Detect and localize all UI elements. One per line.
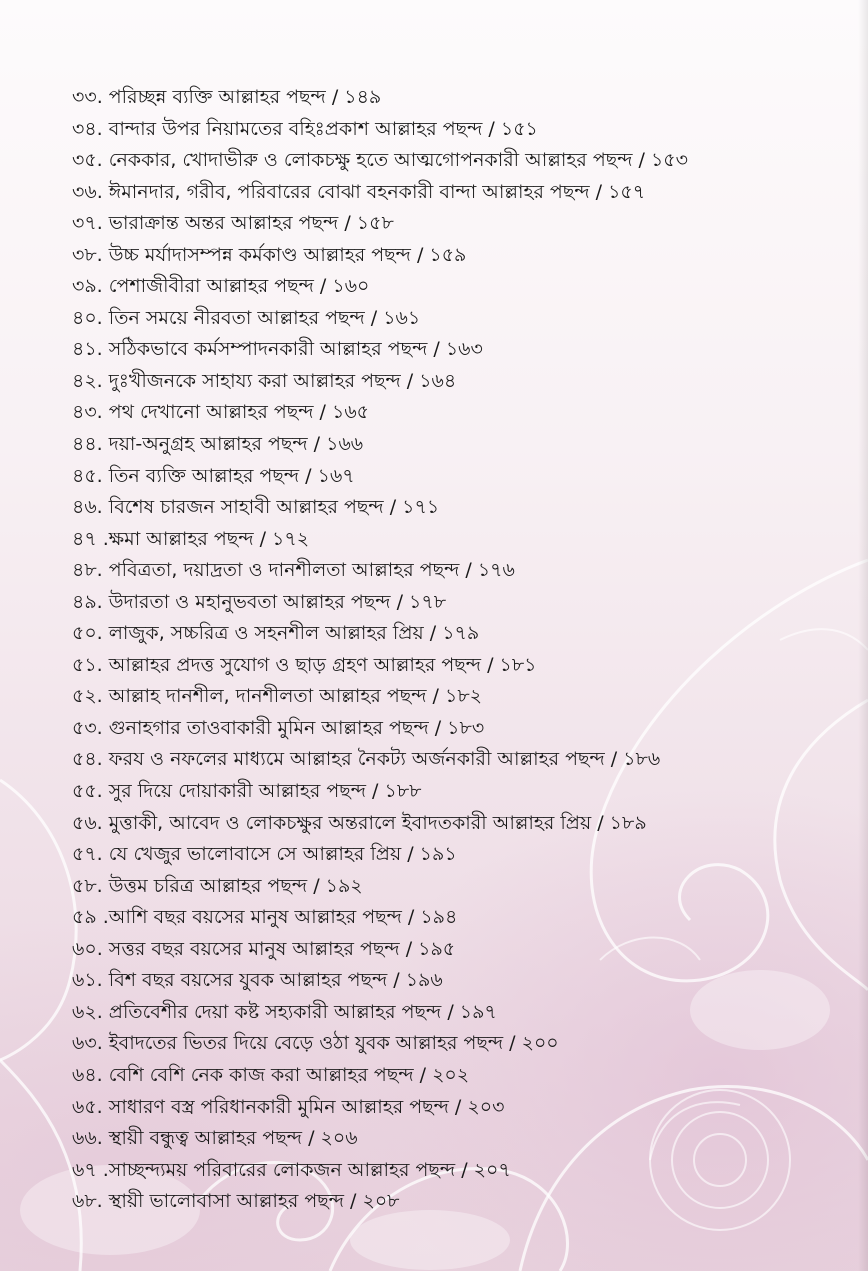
toc-entry: ৫৮. উত্তম চরিত্র আল্লাহর পছন্দ / ১৯২ <box>72 874 363 897</box>
toc-entry: ৫৪. ফরয ও নফলের মাধ্যমে আল্লাহর নৈকট্য অর্জনকারী আল্লাহর পছন্দ / ১৮৬ <box>72 748 661 771</box>
toc-entry: ৪৩. পথ দেখানো আল্লাহর পছন্দ / ১৬৫ <box>72 401 370 424</box>
toc-entry: ৬৩. ইবাদতের ভিতর দিয়ে বেড়ে ওঠা যুবক আল্লাহর পছন্দ / ২০০ <box>72 1032 559 1055</box>
toc-entry: ৪০. তিন সময়ে নীরবতা আল্লাহর পছন্দ / ১৬১ <box>72 306 421 329</box>
toc-entry: ৪৮. পবিত্রতা, দয়াদ্রতা ও দানশীলতা আল্লাহর পছন্দ / ১৭৬ <box>72 559 515 582</box>
toc-entry: ৬৫. সাধারণ বস্ত্র পরিধানকারী মুমিন আল্লাহর পছন্দ / ২০৩ <box>72 1095 505 1118</box>
toc-entry: ৬১. বিশ বছর বয়সের যুবক আল্লাহর পছন্দ / ১৯৬ <box>72 969 443 992</box>
toc-entry: ৩৮. উচ্চ মর্যাদাসম্পন্ন কর্মকাণ্ড আল্লাহর পছন্দ / ১৫৯ <box>72 243 467 266</box>
table-of-contents <box>72 82 852 1218</box>
toc-entry: ৩৯. পেশাজীবীরা আল্লাহর পছন্দ / ১৬০ <box>72 275 370 298</box>
toc-entry: ৫২. আল্লাহ দানশীল, দানশীলতা আল্লাহর পছন্দ / ১৮২ <box>72 685 482 708</box>
toc-entry: ৫১. আল্লাহর প্রদত্ত সুযোগ ও ছাড় গ্রহণ আল্লাহর পছন্দ / ১৮১ <box>72 653 537 676</box>
toc-entry: ৩৩. পরিচ্ছন্ন ব্যক্তি আল্লাহর পছন্দ / ১৪৯ <box>72 86 382 108</box>
toc-entry: ৫০. লাজুক, সচ্চরিত্র ও সহনশীল আল্লাহর প্রিয় / ১৭৯ <box>72 622 480 645</box>
toc-entry: ৪৪. দয়া-অনুগ্রহ আল্লাহর পছন্দ / ১৬৬ <box>72 433 364 456</box>
toc-entry: ৫৬. মুত্তাকী, আবেদ ও লোকচক্ষুর অন্তরালে ইবাদতকারী আল্লাহর প্রিয় / ১৮৯ <box>72 811 647 834</box>
toc-entry: ৩৪. বান্দার উপর নিয়ামতের বহিঃপ্রকাশ আল্লাহর পছন্দ / ১৫১ <box>72 117 538 140</box>
toc-entry: ৪১. সঠিকভাবে কর্মসম্পাদনকারী আল্লাহর পছন্দ / ১৬৩ <box>72 338 483 361</box>
toc-entry: ৫৩. গুনাহগার তাওবাকারী মুমিন আল্লাহর পছন্দ / ১৮৩ <box>72 716 485 739</box>
toc-entry: ৫৯ .আশি বছর বয়সের মানুষ আল্লাহর পছন্দ / ১৯৪ <box>72 906 458 929</box>
toc-entry: ৬০. সত্তর বছর বয়সের মানুষ আল্লাহর পছন্দ / ১৯৫ <box>72 937 456 960</box>
toc-entry: ৬৬. স্থায়ী বন্ধুত্ব আল্লাহর পছন্দ / ২০৬ <box>72 1127 358 1150</box>
toc-entry: ৪২. দুঃখীজনকে সাহায্য করা আল্লাহর পছন্দ / ১৬৪ <box>72 369 457 392</box>
toc-entry: ৫৭. যে খেজুর ভালোবাসে সে আল্লাহর প্রিয় / ১৯১ <box>72 843 457 866</box>
toc-entry: ৩৬. ঈমানদার, গরীব, পরিবারের বোঝা বহনকারী বান্দা আল্লাহর পছন্দ / ১৫৭ <box>72 180 646 203</box>
toc-entry: ৬৮. স্থায়ী ভালোবাসা আল্লাহর পছন্দ / ২০৮ <box>72 1190 400 1213</box>
toc-entry: ৪৯. উদারতা ও মহানুভবতা আল্লাহর পছন্দ / ১৭৮ <box>72 590 447 613</box>
toc-entry: ৬৭ .সাচ্ছন্দ্যময় পরিবারের লোকজন আল্লাহর পছন্দ / ২০৭ <box>72 1158 511 1181</box>
toc-entry: ৬২. প্রতিবেশীর দেয়া কষ্ট সহ্যকারী আল্লাহর পছন্দ / ১৯৭ <box>72 1000 497 1023</box>
toc-entry: ৩৭. ভারাক্রান্ত অন্তর আল্লাহর পছন্দ / ১৫৮ <box>72 212 394 235</box>
toc-entry: ৪৫. তিন ব্যক্তি আল্লাহর পছন্দ / ১৬৭ <box>72 464 355 487</box>
toc-entry: ৩৫. নেককার, খোদাভীরু ও লোকচক্ষু হতে আত্মগোপনকারী আল্লাহর পছন্দ / ১৫৩ <box>72 149 688 172</box>
toc-entry: ৬৪. বেশি বেশি নেক কাজ করা আল্লাহর পছন্দ / ২০২ <box>72 1063 470 1086</box>
toc-entry: ৪৭ .ক্ষমা আল্লাহর পছন্দ / ১৭২ <box>72 527 310 550</box>
toc-entry: ৫৫. সুর দিয়ে দোয়াকারী আল্লাহর পছন্দ / ১৮৮ <box>72 780 422 803</box>
page-edge-shadow <box>858 0 868 1271</box>
toc-entry: ৪৬. বিশেষ চারজন সাহাবী আল্লাহর পছন্দ / ১৭১ <box>72 496 440 519</box>
